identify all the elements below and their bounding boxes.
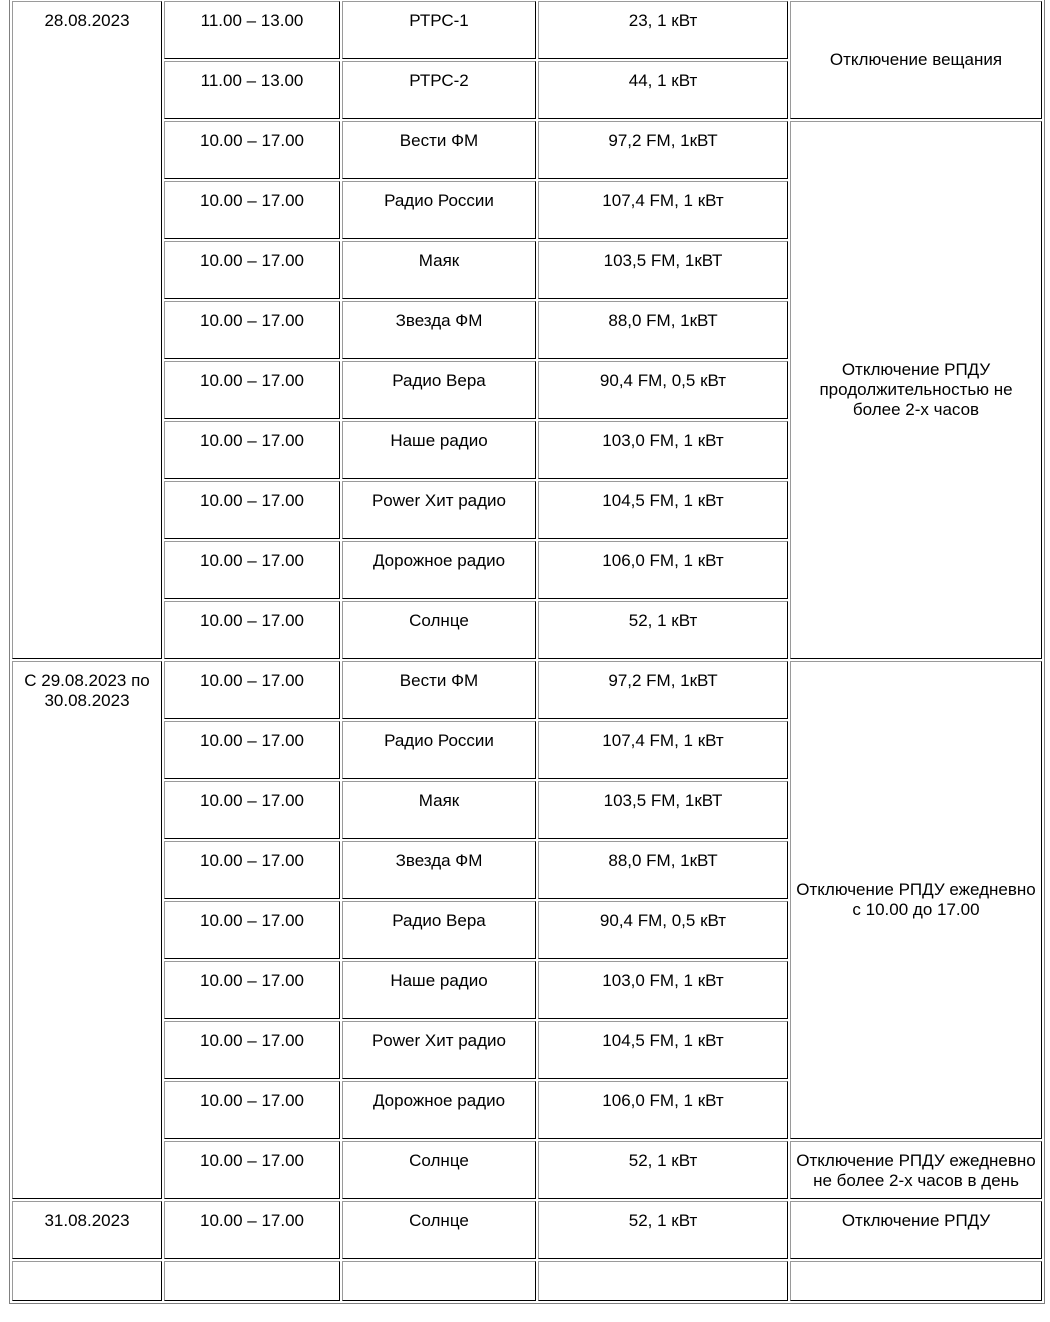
frequency-power-cell: 106,0 FM, 1 кВт [538,541,788,599]
time-cell: 10.00 – 17.00 [164,241,340,299]
station-cell: Солнце [342,1201,536,1259]
frequency-power-cell: 52, 1 кВт [538,601,788,659]
station-cell: Радио России [342,721,536,779]
frequency-power-cell: 52, 1 кВт [538,1141,788,1199]
time-cell: 10.00 – 17.00 [164,661,340,719]
station-cell: Маяк [342,781,536,839]
frequency-power-cell: 52, 1 кВт [538,1201,788,1259]
frequency-power-cell: 104,5 FM, 1 кВт [538,481,788,539]
empty-cell [790,1261,1042,1301]
table-row [12,121,1042,179]
table-row [12,1201,1042,1259]
frequency-power-cell: 44, 1 кВт [538,61,788,119]
station-cell: Радио Вера [342,361,536,419]
time-cell: 10.00 – 17.00 [164,421,340,479]
date-cell: С 29.08.2023 по 30.08.2023 [12,661,162,1199]
frequency-power-cell: 107,4 FM, 1 кВт [538,181,788,239]
time-cell: 10.00 – 17.00 [164,721,340,779]
frequency-power-cell: 23, 1 кВт [538,1,788,59]
time-cell: 10.00 – 17.00 [164,181,340,239]
station-cell: Радио Вера [342,901,536,959]
time-cell: 10.00 – 17.00 [164,481,340,539]
frequency-power-cell: 103,5 FM, 1кВТ [538,781,788,839]
station-cell: Солнце [342,1141,536,1199]
note-cell: Отключение РПДУ ежедневно с 10.00 до 17.00 [790,661,1042,1139]
empty-cell [12,1261,162,1301]
station-cell: РТРС-1 [342,1,536,59]
station-cell: Дорожное радио [342,1081,536,1139]
time-cell: 11.00 – 13.00 [164,1,340,59]
time-cell: 10.00 – 17.00 [164,841,340,899]
station-cell: Power Хит радио [342,481,536,539]
frequency-power-cell: 103,5 FM, 1кВТ [538,241,788,299]
table-row [12,661,1042,719]
frequency-power-cell: 103,0 FM, 1 кВт [538,421,788,479]
time-cell: 10.00 – 17.00 [164,301,340,359]
time-cell: 10.00 – 17.00 [164,961,340,1019]
time-cell: 10.00 – 17.00 [164,1141,340,1199]
station-cell: Солнце [342,601,536,659]
date-cell: 31.08.2023 [12,1201,162,1259]
outage-schedule-table [9,0,1045,1304]
note-cell: Отключение РПДУ ежедневно не более 2-х часов в день [790,1141,1042,1199]
frequency-power-cell: 90,4 FM, 0,5 кВт [538,361,788,419]
time-cell: 10.00 – 17.00 [164,1021,340,1079]
frequency-power-cell: 88,0 FM, 1кВТ [538,301,788,359]
time-cell: 10.00 – 17.00 [164,1201,340,1259]
station-cell: Вести ФМ [342,661,536,719]
note-cell: Отключение вещания [790,1,1042,119]
table-row [12,1,1042,59]
frequency-power-cell: 88,0 FM, 1кВТ [538,841,788,899]
time-cell: 10.00 – 17.00 [164,901,340,959]
station-cell: Звезда ФМ [342,841,536,899]
frequency-power-cell: 97,2 FM, 1кВТ [538,661,788,719]
station-cell: Наше радио [342,961,536,1019]
station-cell: Маяк [342,241,536,299]
station-cell: Радио России [342,181,536,239]
station-cell: Power Хит радио [342,1021,536,1079]
time-cell: 10.00 – 17.00 [164,781,340,839]
date-cell: 28.08.2023 [12,1,162,659]
station-cell: Звезда ФМ [342,301,536,359]
station-cell: Вести ФМ [342,121,536,179]
frequency-power-cell: 104,5 FM, 1 кВт [538,1021,788,1079]
note-cell: Отключение РПДУ [790,1201,1042,1259]
time-cell: 10.00 – 17.00 [164,121,340,179]
empty-cell [538,1261,788,1301]
time-cell: 10.00 – 17.00 [164,601,340,659]
station-cell: Дорожное радио [342,541,536,599]
schedule-body [12,1,1042,1301]
frequency-power-cell: 107,4 FM, 1 кВт [538,721,788,779]
table-row [12,1261,1042,1301]
empty-cell [342,1261,536,1301]
schedule-wrapper [9,0,1045,1304]
empty-cell [164,1261,340,1301]
station-cell: РТРС-2 [342,61,536,119]
frequency-power-cell: 90,4 FM, 0,5 кВт [538,901,788,959]
time-cell: 10.00 – 17.00 [164,361,340,419]
frequency-power-cell: 103,0 FM, 1 кВт [538,961,788,1019]
frequency-power-cell: 97,2 FM, 1кВТ [538,121,788,179]
time-cell: 10.00 – 17.00 [164,1081,340,1139]
time-cell: 10.00 – 17.00 [164,541,340,599]
table-row [12,1141,1042,1199]
note-cell: Отключение РПДУ продолжительностью не более 2-х часов [790,121,1042,659]
frequency-power-cell: 106,0 FM, 1 кВт [538,1081,788,1139]
time-cell: 11.00 – 13.00 [164,61,340,119]
station-cell: Наше радио [342,421,536,479]
